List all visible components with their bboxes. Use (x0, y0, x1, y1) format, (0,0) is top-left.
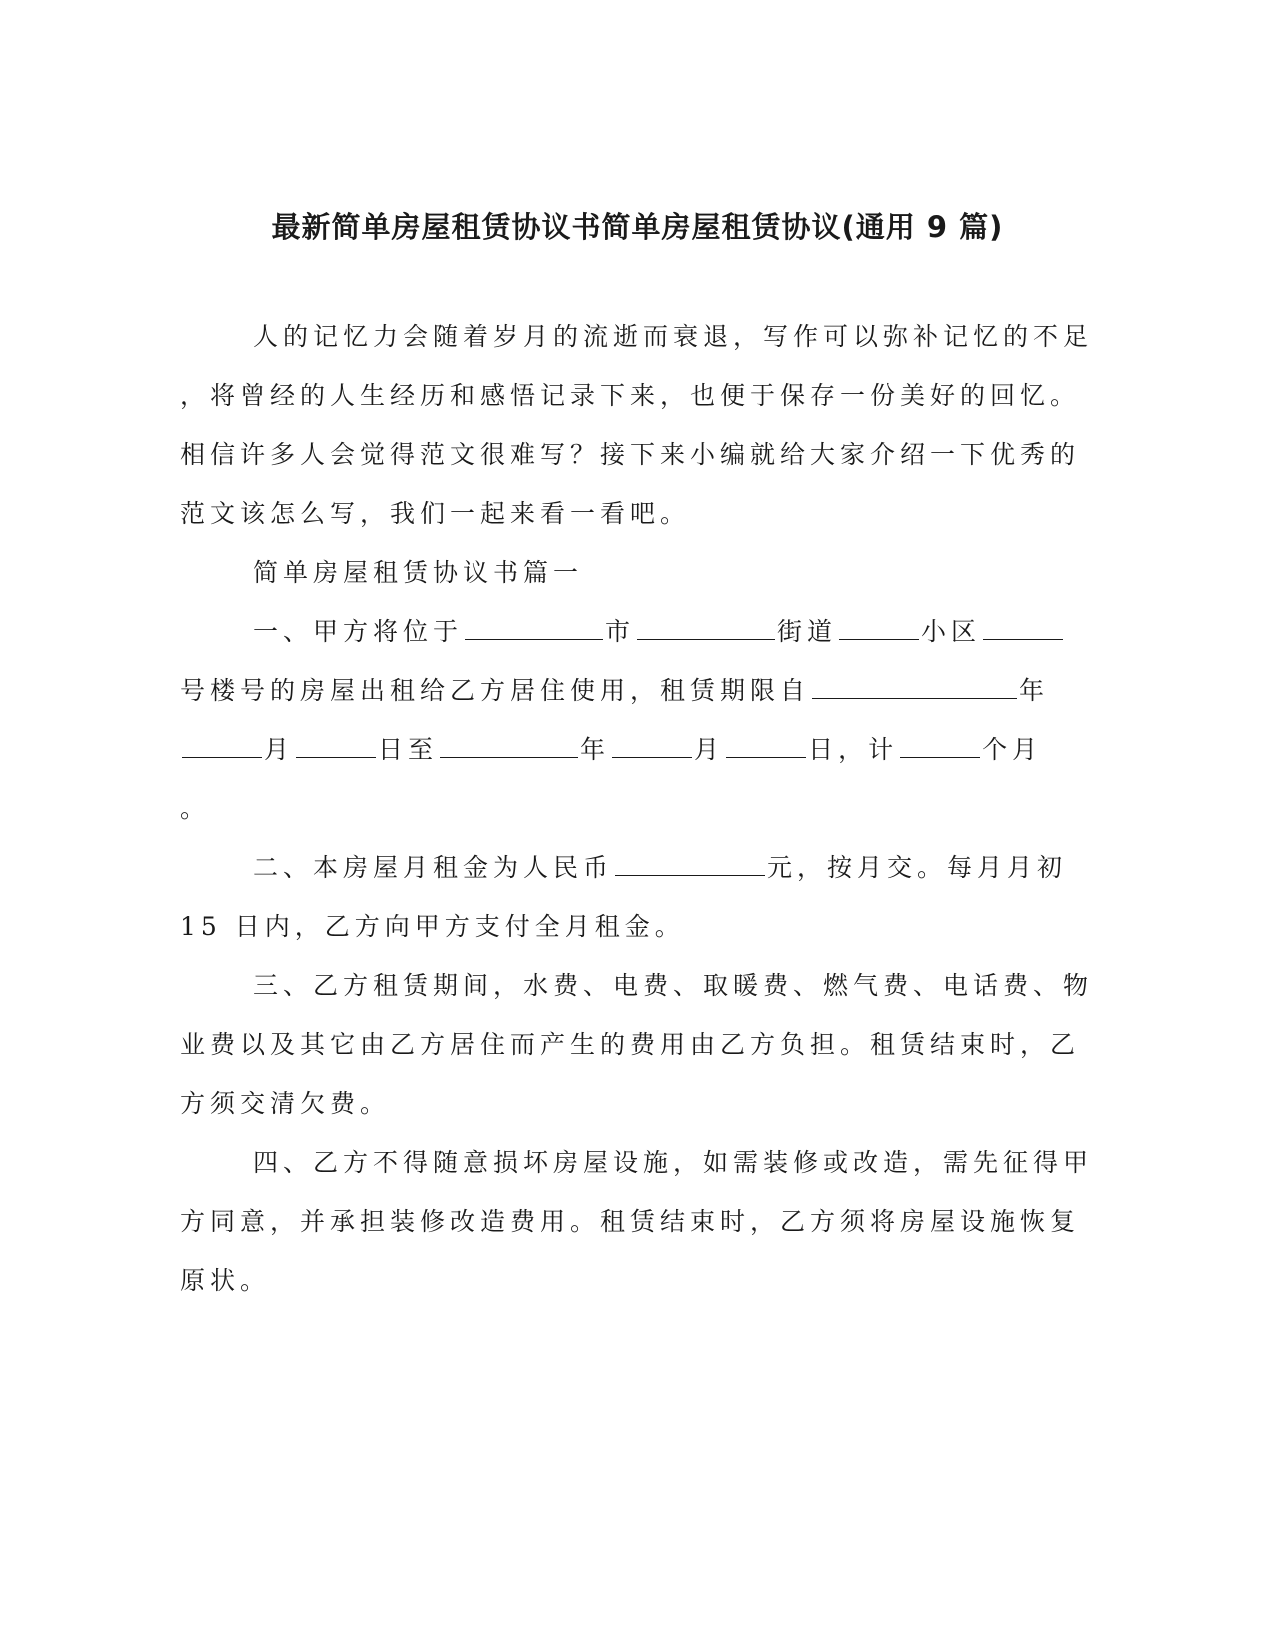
intro-line-1: 人的记忆力会随着岁月的流逝而衰退，写作可以弥补记忆的不足 (253, 322, 1094, 351)
clause-1-text: 小区 (921, 617, 982, 646)
fill-blank-community (983, 617, 1063, 640)
fill-blank-street (839, 617, 919, 640)
clause-1-text: 月 (264, 735, 295, 764)
clause-1-line-2 (180, 676, 1049, 706)
document-title: 最新简单房屋租赁协议书简单房屋租赁协议(通用 9 篇) (271, 210, 1004, 244)
clause-1-line-4: 。 (180, 794, 211, 823)
clause-1-line-3 (180, 735, 1042, 765)
clause-2-line-1 (253, 853, 1067, 883)
clause-1-text: 日，计 (808, 735, 899, 764)
clause-1-text: 号楼号的房屋出租给乙方居住使用，租赁期限自 (180, 676, 811, 705)
clause-1-text: 年 (1019, 676, 1050, 705)
clause-2-line-2: 15 日内，乙方向甲方支付全月租金。 (180, 912, 685, 941)
fill-blank-location (465, 617, 603, 640)
clause-2-text: 元，按月交。每月月初 (767, 853, 1068, 882)
fill-blank-months (900, 735, 980, 758)
clause-1-text: 月 (694, 735, 725, 764)
fill-blank-rent (615, 853, 765, 876)
clause-1-text: 年 (580, 735, 611, 764)
fill-blank-end-month (612, 735, 692, 758)
clause-4-line-2: 方同意，并承担装修改造费用。租赁结束时，乙方须将房屋设施恢复 (180, 1207, 1081, 1236)
fill-blank-end-day (726, 735, 806, 758)
clause-4-line-3: 原状。 (180, 1266, 271, 1295)
clause-1-text: 一、甲方将位于 (253, 617, 464, 646)
clause-3-line-2: 业费以及其它由乙方居住而产生的费用由乙方负担。租赁结束时，乙 (180, 1030, 1081, 1059)
fill-blank-end-year (440, 735, 578, 758)
fill-blank-start-year (812, 676, 1017, 699)
intro-line-3: 相信许多人会觉得范文很难写？接下来小编就给大家介绍一下优秀的 (180, 440, 1081, 469)
clause-1-text: 个月 (982, 735, 1043, 764)
fill-blank-city (637, 617, 775, 640)
clause-1-text: 市 (605, 617, 636, 646)
intro-line-4: 范文该怎么写，我们一起来看一看吧。 (180, 499, 691, 528)
clause-3-line-1: 三、乙方租赁期间，水费、电费、取暖费、燃气费、电话费、物 (253, 971, 1094, 1000)
clause-1-text: 街道 (777, 617, 838, 646)
clause-2-text: 二、本房屋月租金为人民币 (253, 853, 614, 882)
clause-3-line-3: 方须交清欠费。 (180, 1089, 391, 1118)
clause-4-line-1: 四、乙方不得随意损坏房屋设施，如需装修或改造，需先征得甲 (253, 1148, 1094, 1177)
intro-line-2: ，将曾经的人生经历和感悟记录下来，也便于保存一份美好的回忆。 (180, 381, 1081, 410)
clause-1-text: 日至 (378, 735, 439, 764)
fill-blank-start-month (182, 735, 262, 758)
fill-blank-start-day (296, 735, 376, 758)
section-heading: 简单房屋租赁协议书篇一 (253, 558, 584, 587)
clause-1-line-1 (253, 617, 1065, 647)
